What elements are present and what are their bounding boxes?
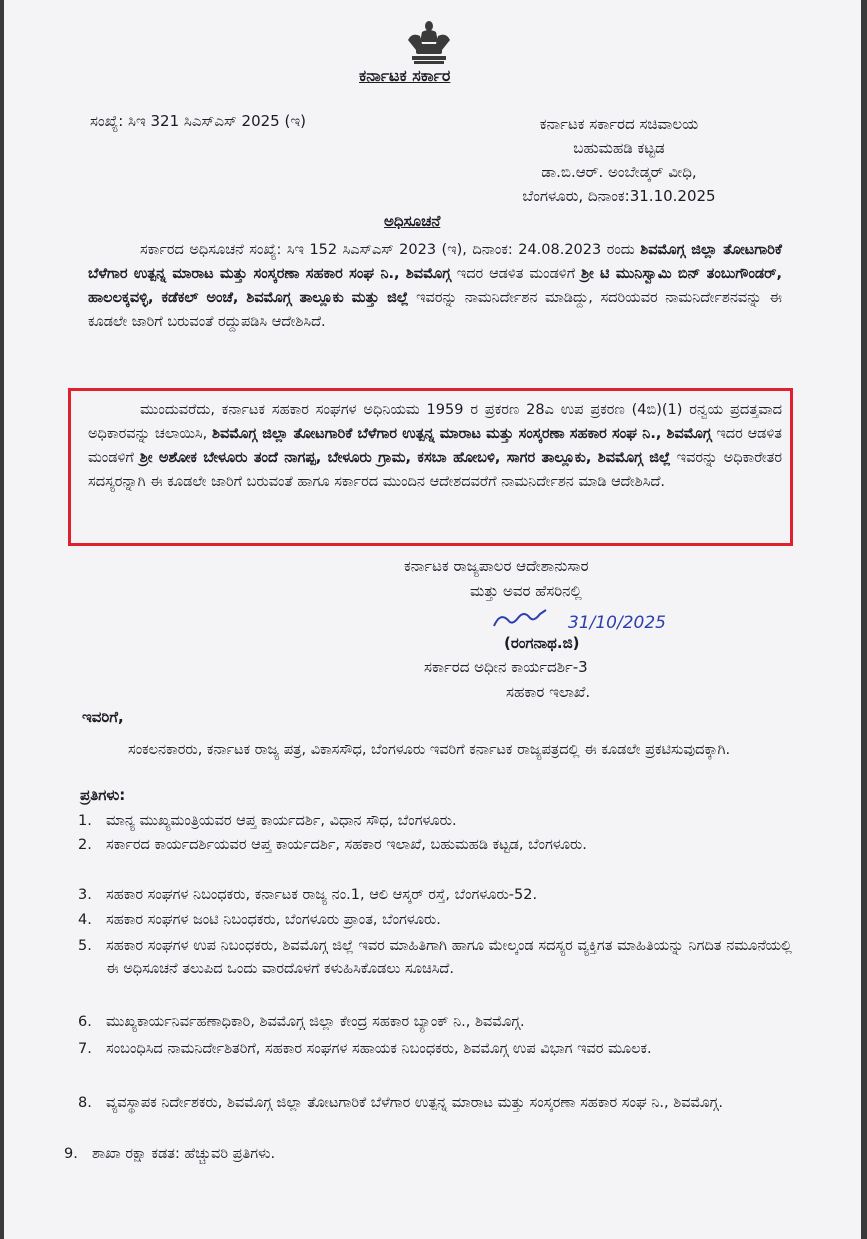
address-line: ಡಾ.ಬಿ.ಆರ್. ಅಂಬೇಡ್ಕರ್ ವೀಧಿ,: [541, 163, 697, 181]
notification-paragraph-1: [88, 238, 782, 334]
list-item-number: 7.: [78, 1041, 92, 1057]
list-item-text: ಸಂಬಂಧಿಸಿದ ನಾಮನಿರ್ದೇಶಿತರಿಗೆ, ಸಹಕಾರ ಸಂಘಗಳ ಸಹಾಯಕ ನಿಬಂಧಕರು, ಶಿವಮೊಗ್ಗ ಉಪ ವಿಭಾಗ ಇವರ ಮೂಲಕ.: [106, 1041, 652, 1057]
list-item-text: ಶಾಖಾ ರಕ್ಷಾ ಕಡತ: ಹೆಚ್ಚುವರಿ ಪ್ರತಿಗಳು.: [92, 1146, 276, 1162]
authority-line-2: ಮತ್ತು ಅವರ ಹೆಸರಿನಲ್ಲಿ: [470, 582, 582, 600]
society-name: ಶಿವಮೊಗ್ಗ ಜಿಲ್ಲಾ ತೋಟಗಾರಿಕೆ ಬೆಳೆಗಾರ ಉತ್ಪನ್ನ ಮಾರಾಟ ಮತ್ತು ಸಂಸ್ಕರಣಾ ಸಹಕಾರ ಸಂಘ ನಿ., ಶಿವಮೊಗ್ಗ: [212, 426, 712, 442]
recipients-body: [78, 738, 790, 762]
society-name: ಶಿವಮೊಗ್ಗ ಜಿಲ್ಲಾ ತೋಟಗಾರಿಕೆ ಬೆಳೆಗಾರ ಉತ್ಪನ್ನ ಮಾರಾಟ ಮತ್ತು ಸಂಸ್ಕರಣಾ ಸಹಕಾರ ಸಂಘ ನಿ., ಶಿವಮೊಗ್ಗ: [88, 242, 782, 282]
address-date-line: ಬೆಂಗಳೂರು, ದಿನಾಂಕ:31.10.2025: [522, 187, 716, 205]
list-item-text: ಸಹಕಾರ ಸಂಘಗಳ ಉಪ ನಿಬಂಧಕರು, ಶಿವಮೊಗ್ಗ ಜಿಲ್ಲೆ ಇವರ ಮಾಹಿತಿಗಾಗಿ ಹಾಗೂ ಮೇಲ್ಕಂಡ ಸದಸ್ಯರ ವ್ಯಕ್ತಿಗತ ಮಾಹಿತಿಯನ್ನು ನಿಗದಿತ ನಮೂನೆಯಲ್ಲಿ ಈ ಅಧಿಸೂಚನೆ ತಲುಪಿದ ಒಂದು ವಾರದೊಳಗೆ ಕಳುಹಿಸಿಕೊಡಲು ಸೂಚಿಸಿದೆ.: [106, 938, 792, 977]
list-item-number: 3.: [78, 887, 92, 903]
list-item-number: 5.: [78, 938, 92, 954]
karnataka-emblem-icon: [402, 18, 456, 66]
para1-text: ಇವರನ್ನು ನಾಮನಿರ್ದೇಶನ ಮಾಡಿದ್ದು, ಸದರಿಯವರ ನಾಮನಿರ್ದೇಶನವನ್ನು ಈ ಕೂಡಲೇ ಜಾರಿಗೆ ಬರುವಂತೆ ರದ್ದುಪಡಿಸಿ ಆದೇಶಿಸಿದೆ.: [88, 290, 783, 330]
recipients-text: ಸಂಕಲನಕಾರರು, ಕರ್ನಾಟಕ ರಾಜ್ಯ ಪತ್ರ, ವಿಕಾಸಸೌಧ, ಬೆಂಗಳೂರು ಇವರಿಗೆ ಕರ್ನಾಟಕ ರಾಜ್ಯಪತ್ರದಲ್ಲಿ ಈ ಕೂಡಲೇ ಪ್ರಕಟಿಸುವುದಕ್ಕಾಗಿ.: [128, 742, 731, 758]
signatory-authority: [396, 554, 726, 604]
list-item-number: 6.: [78, 1014, 92, 1030]
para1-text: ಇದರ ಆಡಳಿತ ಮಂಡಳಿಗೆ: [450, 266, 581, 282]
list-item-text: ಸಹಕಾರ ಸಂಘಗಳ ನಿಬಂಧಕರು, ಕರ್ನಾಟಕ ರಾಜ್ಯ ನಂ.1, ಆಲಿ ಆಸ್ಕರ್ ರಸ್ತೆ, ಬೆಂಗಳೂರು-52.: [106, 887, 538, 903]
signature-date: 31/10/2025: [568, 613, 666, 633]
list-item-number: 9.: [64, 1146, 78, 1162]
list-item-text: ಸರ್ಕಾರದ ಕಾರ್ಯದರ್ಶಿಯವರ ಆಪ್ತ ಕಾರ್ಯದರ್ಶಿ, ಸಹಕಾರ ಇಲಾಖೆ, ಬಹುಮಹಡಿ ಕಟ್ಟಡ, ಬೆಂಗಳೂರು.: [106, 837, 587, 853]
list-item-number: 1.: [78, 813, 92, 829]
member-name: ಶ್ರೀ ಟಿ ಮುನಿಸ್ವಾಮಿ ಬಿನ್ ತಂಬುಗೌಂಡರ್, ಹಾಲಲಕ್ಕವಳ್ಳಿ, ಕಡೆಕಲ್ ಅಂಚೆ, ಶಿವಮೊಗ್ಗ ತಾಲ್ಲೂಕು ಮತ್ತು ಜಿಲ್ಲೆ: [88, 266, 782, 306]
para2-text: ಇವರನ್ನು ಅಧಿಕಾರೇತರ ಸದಸ್ಯರನ್ನಾಗಿ ಈ ಕೂಡಲೇ ಜಾರಿಗೆ ಬರುವಂತೆ ಹಾಗೂ ಸರ್ಕಾರದ ಮುಂದಿನ ಆದೇಶದವರೆಗೆ ನಾಮನಿರ್ದೇಶನ ಮಾಡಿ ಆದೇಶಿಸಿದೆ.: [88, 450, 782, 490]
signatory-name: (ರಂಗನಾಥ.ಜಿ): [504, 634, 580, 652]
list-item-text: ವ್ಯವಸ್ಥಾಪಕ ನಿರ್ದೇಶಕರು, ಶಿವಮೊಗ್ಗ ಜಿಲ್ಲಾ ತೋಟಗಾರಿಕೆ ಬೆಳೆಗಾರ ಉತ್ಪನ್ನ ಮಾರಾಟ ಮತ್ತು ಸಂಸ್ಕರಣಾ ಸಹಕಾರ ಸಂಘ ನಿ., ಶಿವಮೊಗ್ಗ.: [106, 1095, 723, 1111]
government-title: ಕರ್ನಾಟಕ ಸರ್ಕಾರ: [359, 66, 451, 85]
list-item-text: ಸಹಕಾರ ಸಂಘಗಳ ಜಂಟಿ ನಿಬಂಧಕರು, ಬೆಂಗಳೂರು ಪ್ರಾಂತ, ಬೆಂಗಳೂರು.: [106, 912, 441, 928]
office-address: [504, 112, 734, 208]
list-item-number: 2.: [78, 837, 92, 853]
authority-line-1: ಕರ್ನಾಟಕ ರಾಜ್ಯಪಾಲರ ಆದೇಶಾನುಸಾರ: [404, 557, 589, 575]
para1-text: ಸರ್ಕಾರದ ಅಧಿಸೂಚನೆ ಸಂಖ್ಯೆ: ಸಿಇ 152 ಸಿಎಸ್ಎಸ್ 2023 (ಇ), ದಿನಾಂಕ: 24.08.2023 ರಂದು: [140, 242, 641, 258]
reference-number: ಸಂಖ್ಯೆ: ಸಿಇ 321 ಸಿಎಸ್ಎಸ್ 2025 (ಇ): [90, 112, 306, 130]
para2-text: ಮುಂದುವರೆದು, ಕರ್ನಾಟಕ ಸಹಕಾರ ಸಂಘಗಳ ಅಧಿನಿಯಮ 1959 ರ ಪ್ರಕರಣ 28ಎ ಉಪ ಪ್ರಕರಣ (4ಬಿ)(1) ರನ್ವಯ ಪ್ರದತ್ತವಾದ ಅಧಿಕಾರವನ್ನು ಚಲಾಯಿಸಿ,: [88, 402, 782, 442]
para2-text: ಇದರ ಆಡಳಿತ ಮಂಡಳಿಗೆ: [88, 426, 782, 466]
handwritten-signature: [490, 608, 700, 634]
member-name: ಶ್ರೀ ಅಶೋಕ ಬೇಳೂರು ತಂದೆ ನಾಗಪ್ಪ, ಬೇಳೂರು ಗ್ರಾಮ, ಕಸಬಾ ಹೋಬಳಿ, ಸಾಗರ ತಾಲ್ಲೂಕು, ಶಿವಮೊಗ್ಗ ಜಿಲ್ಲೆ: [139, 450, 671, 466]
address-line: ಬಹುಮಹಡಿ ಕಟ್ಟಡ: [573, 139, 665, 157]
list-item-number: 8.: [78, 1095, 92, 1111]
list-item-text: ಮಾನ್ಯ ಮುಖ್ಯಮಂತ್ರಿಯವರ ಆಪ್ತ ಕಾರ್ಯದರ್ಶಿ, ವಿಧಾನ ಸೌಧ, ಬೆಂಗಳೂರು.: [106, 813, 457, 829]
recipients-heading: ಇವರಿಗೆ,: [82, 708, 124, 726]
list-item-text: ಮುಖ್ಯಕಾರ್ಯನಿರ್ವಹಣಾಧಿಕಾರಿ, ಶಿವಮೊಗ್ಗ ಜಿಲ್ಲಾ ಕೇಂದ್ರ ಸಹಕಾರ ಬ್ಯಾಂಕ್ ನಿ., ಶಿವಮೊಗ್ಗ.: [106, 1014, 525, 1030]
signatory-designation: ಸರ್ಕಾರದ ಅಧೀನ ಕಾರ್ಯದರ್ಶಿ-3: [424, 658, 588, 676]
signatory-department: ಸಹಕಾರ ಇಲಾಖೆ.: [506, 683, 591, 701]
address-line: ಕರ್ನಾಟಕ ಸರ್ಕಾರದ ಸಚಿವಾಲಯ: [539, 115, 699, 133]
document-page: [4, 0, 861, 1239]
notification-title: ಅಧಿಸೂಚನೆ: [384, 212, 441, 230]
list-item-number: 4.: [78, 912, 92, 928]
notification-paragraph-2: [88, 398, 782, 494]
copies-heading: ಪ್ರತಿಗಳು:: [80, 786, 126, 804]
